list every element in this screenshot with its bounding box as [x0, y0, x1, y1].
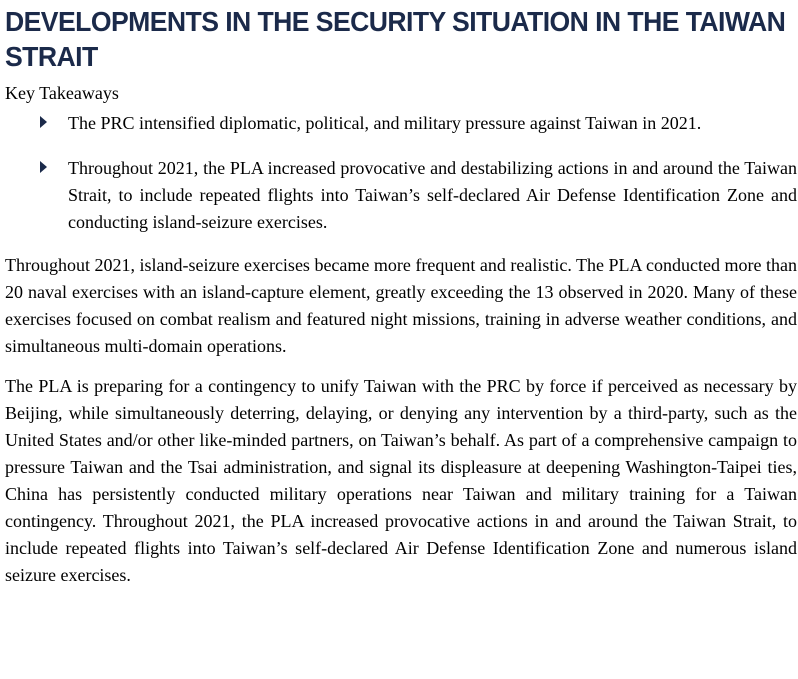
- takeaway-item: [5, 155, 797, 236]
- takeaway-text: The PRC intensified diplomatic, political, and military pressure against Taiwan in 2021.: [68, 113, 702, 133]
- key-takeaways-list: [5, 110, 797, 236]
- takeaway-item: [5, 110, 797, 137]
- triangle-bullet-icon: [40, 161, 47, 173]
- takeaway-text: Throughout 2021, the PLA increased provocative and destabilizing actions in and around the Taiwan Strait, to include repeated flights into Taiwan’s self-declared Air Defense Identification Zone and conducting island-seizure exercises.: [68, 158, 797, 232]
- page-title: DEVELOPMENTS IN THE SECURITY SITUATION IN THE TAIWAN STRAIT: [5, 6, 786, 72]
- triangle-bullet-icon: [40, 116, 47, 128]
- document-page: [5, 4, 797, 589]
- body-paragraph: The PLA is preparing for a contingency to unify Taiwan with the PRC by force if perceived as necessary by Beijing, while simultaneously deterring, delaying, or denying any intervention by a third-party, such as the United States and/or other like-minded partners, on Taiwan’s behalf. As part of a comprehensive campaign to pressure Taiwan and the Tsai administration, and signal its displeasure at deepening Washington-Taipei ties, China has persistently conducted military operations near Taiwan and military training for a Taiwan contingency. Throughout 2021, the PLA increased provocative actions in and around the Taiwan Strait, to include repeated flights into Taiwan’s self-declared Air Defense Identification Zone and numerous island seizure exercises.: [5, 376, 797, 585]
- body-paragraph: Throughout 2021, island-seizure exercises became more frequent and realistic. The PLA conducted more than 20 naval exercises with an island-capture element, greatly exceeding the 13 observed in 2020. Many of these exercises focused on combat realism and featured night missions, training in adverse weather conditions, and simultaneous multi-domain operations.: [5, 255, 797, 356]
- key-takeaways-heading: Key Takeaways: [5, 83, 119, 103]
